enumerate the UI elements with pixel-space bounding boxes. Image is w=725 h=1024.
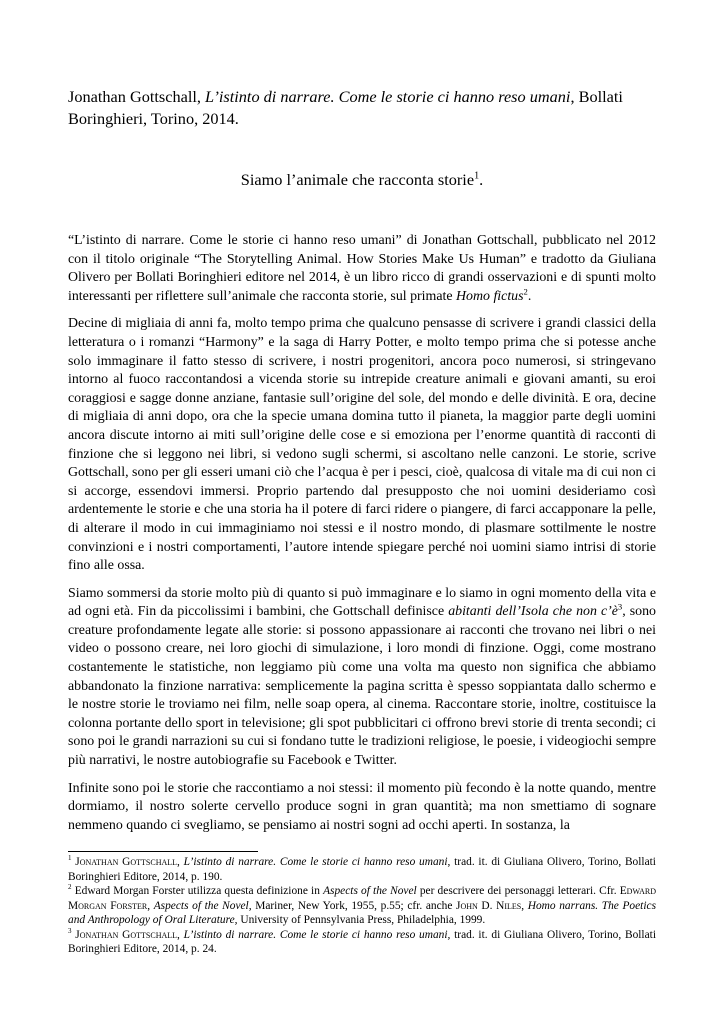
footnote-2-title-1: Aspects of the Novel xyxy=(323,885,417,897)
footnote-2-text-a: Edward Morgan Forster utilizza questa definizione in xyxy=(74,885,324,897)
footnote-1-rest: , trad. it. di Giuliana Olivero, Torino, Bollati Boringhieri Editore, 2014, p. 190. xyxy=(68,856,656,883)
footnote-1-title: L’istinto di narrare. Come le storie ci hanno reso umani xyxy=(183,856,448,868)
footnote-1-sep: , xyxy=(177,856,184,868)
paragraph-3-emphasis: abitanti dell’Isola che non c’è xyxy=(448,604,618,620)
footnote-3-rest: trad. it. di Giuliana Olivero, Torino, Bollati Boringhieri Editore, 2014, p. 24. xyxy=(68,928,656,955)
footnote-1-number: 1 xyxy=(68,854,72,863)
footnote-2-number: 2 xyxy=(68,883,72,892)
title-text: Siamo l’animale che racconta storie xyxy=(240,170,475,189)
paragraph-1 xyxy=(68,232,656,306)
footnote-2-author-1: Edward Morgan Forster xyxy=(68,885,657,912)
footnote-divider xyxy=(68,851,258,852)
paragraph-3 xyxy=(68,585,656,771)
footnote-1-author: Jonathan Gottschall xyxy=(75,856,178,868)
paragraph-3-text-a: Siamo sommersi da storie molto più di quanto si può immaginare e lo siamo in ogni momento della vita e ad ogni età. Fin da piccolissimi i bambini, che Gottschall definisce xyxy=(68,585,656,620)
footnote-3-number: 3 xyxy=(68,926,72,935)
heading-publisher: , Bollati Boringhieri, Torino, 2014. xyxy=(68,87,623,128)
footnote-3 xyxy=(68,928,656,957)
footnote-2-title-2: Aspects of the Novel, xyxy=(153,899,252,912)
paragraph-1-end: . xyxy=(527,288,532,304)
footnote-2-text-c: , xyxy=(147,899,154,912)
article-title xyxy=(68,170,656,190)
footnote-2-text-e: , xyxy=(521,899,528,912)
paragraph-1-emphasis: Homo fictus xyxy=(456,288,524,304)
footnote-2-author-2: John D. Niles xyxy=(456,899,522,912)
heading-book-title: L’istinto di narrare. Come le storie ci hanno reso umani xyxy=(205,87,571,106)
footnote-3-sep: , xyxy=(177,928,184,941)
footnote-ref-1[interactable]: 1 xyxy=(474,170,480,182)
footnote-2-text-f: University of Pennsylvania Press, Philadelphia, 1999. xyxy=(237,914,486,926)
footnote-3-title: L’istinto di narrare. Come le storie ci hanno reso umani, xyxy=(183,928,451,941)
bibliographic-heading xyxy=(68,86,658,130)
footnote-ref-2[interactable]: 2 xyxy=(523,286,528,297)
paragraph-3-text-b: , sono creature profondamente legate alle storie: si possono appassionare ai racconti che trovano nei libri o nei video o possono creare, nei loro giochi di simulazione, i loro mondi di finzione. Oggi, come mostrano costantemente le statistiche, non leggiamo più come una volta ma questo non significa che abbiamo abbandonato la finzione narrativa: semplicemente la pagina scritta è spesso soppiantata dallo schermo e le nostre storie le troviamo nei film, nelle soap opera, al cinema. Raccontare storie, inoltre, costituisce la colonna portante dello sport in televisione; gli spot pubblicitari ci offrono brevi storie di trenta secondi; ci sono poi le grandi narrazioni su cui si fondano tutte le tradizioni religiose, le poesie, i videogiochi sempre più narrativi, le nostre autobiografie su Facebook e Twitter. xyxy=(68,604,657,769)
footnote-ref-3[interactable]: 3 xyxy=(617,601,623,612)
footnote-2-text-d: Mariner, New York, 1955, p.55; cfr. anche xyxy=(251,899,457,912)
title-end: . xyxy=(479,170,484,189)
paragraph-1-text: “L’istinto di narrare. Come le storie ci hanno reso umani” di Jonathan Gottschall, pubblicato nel 2012 con il titolo originale “The Storytelling Animal. How Stories Make Us Human” e tradotto da Giuliana Olivero per Bollati Boringhieri editore nel 2014, è un libro ricco di grandi osservazioni e di spunti molto interessanti per riflettere sull’animale che racconta storie, sul primate xyxy=(68,233,656,304)
footnote-2-text-b: per descrivere dei personaggi letterari. Cfr. xyxy=(416,885,620,897)
footnote-2 xyxy=(68,884,656,928)
footnote-2-title-3: Homo narrans. The Poetics and Anthropology of Oral Literature, xyxy=(68,899,656,926)
footnote-3-author: Jonathan Gottschall xyxy=(75,928,178,941)
footnotes xyxy=(68,855,656,957)
paragraph-2: Decine di migliaia di anni fa, molto tempo prima che qualcuno pensasse di scrivere i grandi classici della letteratura o i romanzi “Harmony” e la saga di Harry Potter, e molto tempo prima che si potesse anche solo immaginare il fatto stesso di scrivere, i nostri progenitori, ancora poco numerosi, si stringevano intorno al fuoco raccontandosi a vicenda storie su intrepide creature animali e giovani amanti, su eroi coraggiosi e sagge donne anziane, fantasie sull’origine del sole, del mondo e delle divinità. E ora, decine di migliaia di anni dopo, ora che la specie umana domina tutto il pianeta, la maggior parte degli uomini ancora discute intorno ai miti sull’origine delle cose e si emoziona per l’enorme quantità di racconti di finzione che si leggono nei libri, si vedono sugli schermi, si ascoltano nelle canzoni. Le storie, scrive Gottschall, sono per gli esseri umani ciò che l’acqua è per i pesci, cioè, qualcosa di vitale ma di cui non ci si accorge, essendovi immersi. Proprio partendo dal presupposto che noi uomini desideriamo così ardentemente le storie e che una storia ha il potere di farci ridere o piangere, di farci accapponare la pelle, di alterare il modo in cui immaginiamo noi stessi e il nostro mondo, di plasmare sottilmente le nostre convinzioni e i nostri comportamenti, l’autore intende spiegare perché noi uomini siamo intrisi di storie fino alle ossa. xyxy=(68,316,656,574)
article-body xyxy=(68,232,656,844)
paragraph-4: Infinite sono poi le storie che raccontiamo a noi stessi: il momento più fecondo è la notte quando, mentre dormiamo, il nostro solerte cervello produce sogni in gran quantità; ma non smettiamo di sognare nemmeno quando ci svegliamo, se pensiamo ai nostri sogni ad occhi aperti. In sostanza, la xyxy=(68,780,656,833)
footnote-1 xyxy=(68,855,656,884)
heading-author: Jonathan Gottschall, xyxy=(68,87,206,106)
